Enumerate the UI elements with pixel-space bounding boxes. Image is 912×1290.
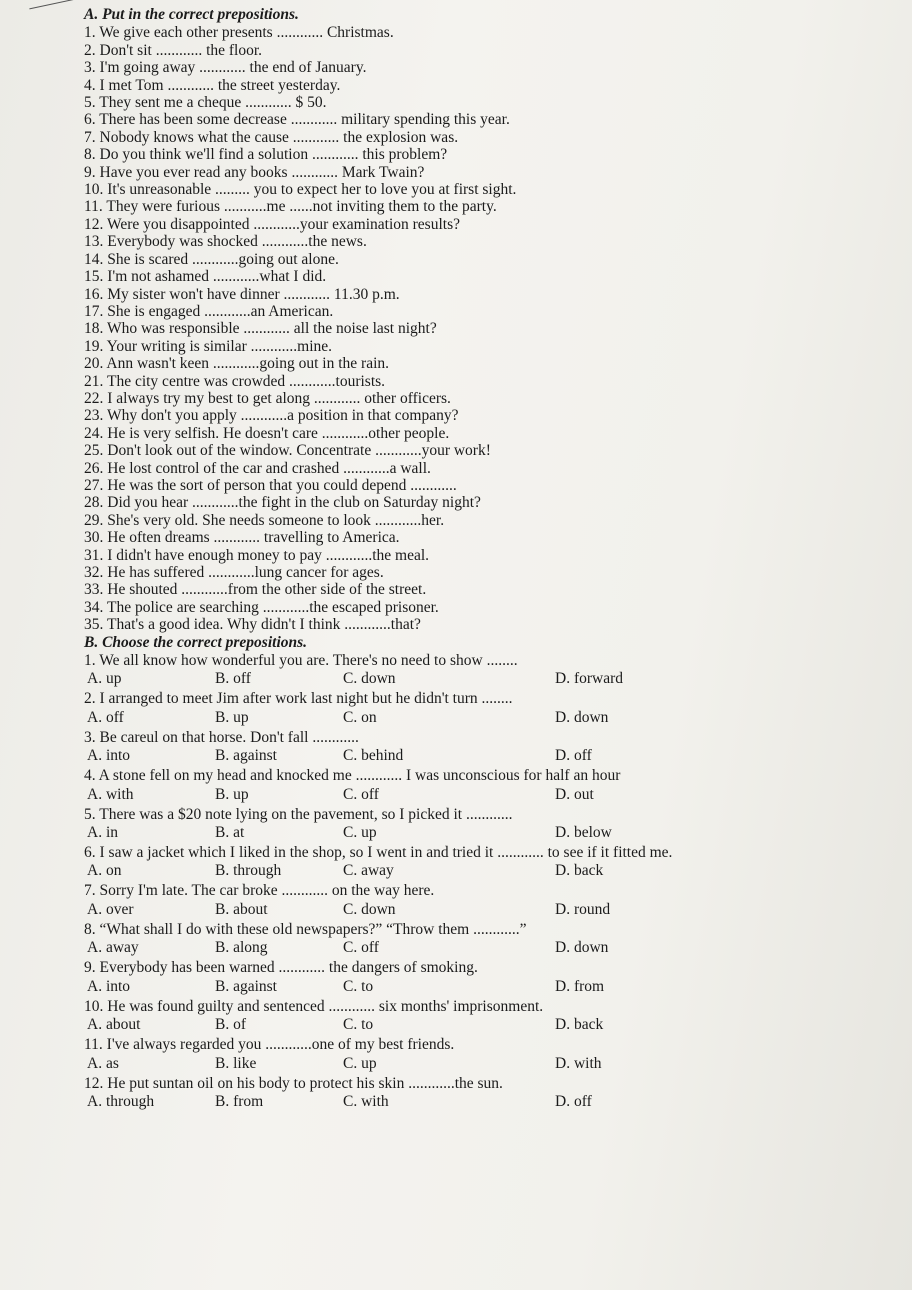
- option-c: C. up: [343, 1054, 377, 1072]
- option-a: A. on: [87, 862, 122, 880]
- option-a: A. through: [87, 1092, 155, 1110]
- mc-question: [84, 806, 904, 843]
- option-d: D. off: [555, 1092, 592, 1110]
- option-d: D. with: [555, 1054, 602, 1072]
- mc-question: [84, 921, 904, 958]
- option-c: C. down: [343, 900, 396, 918]
- exercise-item: 1. We give each other presents ............ Christmas.: [84, 24, 394, 42]
- option-a: A. over: [87, 900, 134, 918]
- answer-options: [87, 669, 904, 689]
- option-c: C. with: [343, 1092, 389, 1110]
- question-text: 1. We all know how wonderful you are. There's no need to show ........: [84, 652, 518, 670]
- exercise-item: 27. He was the sort of person that you could depend ............: [84, 476, 457, 494]
- worksheet-content: [84, 6, 904, 1112]
- option-b: B. up: [215, 708, 249, 726]
- answer-options: [87, 977, 904, 997]
- answer-options: [87, 1054, 904, 1074]
- option-c: C. up: [343, 824, 377, 842]
- mc-question: [84, 1075, 904, 1112]
- option-b: B. along: [215, 939, 268, 957]
- exercise-item: 29. She's very old. She needs someone to look ............her.: [84, 511, 445, 529]
- pen-mark: [29, 0, 90, 21]
- mc-question: [84, 882, 904, 919]
- answer-options: [87, 900, 904, 920]
- option-d: D. down: [555, 939, 609, 957]
- exercise-item: 11. They were furious ...........me ......not inviting them to the party.: [84, 198, 497, 216]
- option-a: A. about: [87, 1016, 141, 1034]
- option-b: B. through: [215, 862, 282, 880]
- section-a-list: [84, 24, 904, 633]
- section-a-heading: A. Put in the correct prepositions.: [84, 6, 299, 23]
- exercise-item: 18. Who was responsible ............ all the noise last night?: [84, 320, 437, 338]
- section-b-list: [84, 652, 904, 1112]
- answer-options: [87, 823, 904, 843]
- exercise-item: 2. Don't sit ............ the floor.: [84, 41, 263, 59]
- option-a: A. as: [87, 1054, 119, 1072]
- option-d: D. round: [555, 900, 611, 918]
- option-d: D. out: [555, 785, 594, 803]
- option-d: D. back: [555, 862, 604, 880]
- exercise-item: 16. My sister won't have dinner ............ 11.30 p.m.: [84, 285, 400, 303]
- option-d: D. back: [555, 1016, 604, 1034]
- exercise-item: 26. He lost control of the car and crashed ............a wall.: [84, 459, 431, 477]
- answer-options: [87, 1092, 904, 1112]
- question-text: 10. He was found guilty and sentenced ............ six months' imprisonment.: [84, 997, 544, 1015]
- exercise-item: 7. Nobody knows what the cause ............ the explosion was.: [84, 128, 459, 146]
- question-text: 6. I saw a jacket which I liked in the shop, so I went in and tried it ............ to see if it fitted me.: [84, 844, 673, 862]
- exercise-item: 23. Why don't you apply ............a position in that company?: [84, 407, 459, 425]
- exercise-item: 34. The police are searching ............the escaped prisoner.: [84, 598, 439, 616]
- option-c: C. to: [343, 1016, 374, 1034]
- option-a: A. up: [87, 670, 122, 688]
- mc-question: [84, 844, 904, 881]
- exercise-item: 25. Don't look out of the window. Concentrate ............your work!: [84, 442, 491, 460]
- question-text: 11. I've always regarded you ............one of my best friends.: [84, 1036, 455, 1054]
- exercise-item: 22. I always try my best to get along ............ other officers.: [84, 389, 451, 407]
- exercise-item: 15. I'm not ashamed ............what I did.: [84, 268, 327, 286]
- question-text: 2. I arranged to meet Jim after work last night but he didn't turn ........: [84, 690, 513, 708]
- option-b: B. against: [215, 747, 277, 765]
- exercise-item: 33. He shouted ............from the other side of the street.: [84, 581, 427, 599]
- option-b: B. of: [215, 1016, 246, 1034]
- exercise-item: 12. Were you disappointed ............your examination results?: [84, 215, 460, 233]
- exercise-item: 6. There has been some decrease ............ military spending this year.: [84, 111, 510, 129]
- answer-options: [87, 708, 904, 728]
- mc-question: [84, 767, 904, 804]
- mc-question: [84, 959, 904, 996]
- exercise-item: 4. I met Tom ............ the street yesterday.: [84, 76, 341, 94]
- exercise-item: 13. Everybody was shocked ............the news.: [84, 233, 367, 251]
- option-b: B. at: [215, 824, 245, 842]
- exercise-item: 9. Have you ever read any books ............ Mark Twain?: [84, 163, 425, 181]
- exercise-item: 14. She is scared ............going out alone.: [84, 250, 339, 268]
- option-b: B. up: [215, 785, 249, 803]
- option-c: C. down: [343, 670, 396, 688]
- option-a: A. away: [87, 939, 139, 957]
- mc-question: [84, 690, 904, 727]
- option-d: D. below: [555, 824, 612, 842]
- option-a: A. with: [87, 785, 134, 803]
- option-c: C. off: [343, 939, 379, 957]
- option-b: B. against: [215, 977, 277, 995]
- mc-question: [84, 729, 904, 766]
- option-a: A. off: [87, 708, 124, 726]
- option-a: A. in: [87, 824, 118, 842]
- option-c: C. on: [343, 708, 377, 726]
- question-text: 5. There was a $20 note lying on the pavement, so I picked it ............: [84, 805, 513, 823]
- option-a: A. into: [87, 977, 131, 995]
- exercise-item: 3. I'm going away ............ the end of January.: [84, 59, 367, 77]
- question-text: 9. Everybody has been warned ............ the dangers of smoking.: [84, 959, 478, 977]
- exercise-item: 24. He is very selfish. He doesn't care ............other people.: [84, 424, 450, 442]
- question-text: 3. Be careul on that horse. Don't fall ............: [84, 728, 359, 746]
- question-text: 4. A stone fell on my head and knocked me ............ I was unconscious for half an hour: [84, 767, 621, 785]
- exercise-item: 35. That's a good idea. Why didn't I think ............that?: [84, 616, 421, 634]
- option-d: D. down: [555, 708, 609, 726]
- section-b-heading: B. Choose the correct prepositions.: [84, 633, 308, 651]
- answer-options: [87, 785, 904, 805]
- option-b: B. like: [215, 1054, 257, 1072]
- exercise-item: 28. Did you hear ............the fight in the club on Saturday night?: [84, 494, 481, 512]
- answer-options: [87, 861, 904, 881]
- exercise-item: 20. Ann wasn't keen ............going out in the rain.: [84, 355, 390, 373]
- exercise-item: 32. He has suffered ............lung cancer for ages.: [84, 564, 384, 581]
- exercise-item: 30. He often dreams ............ travelling to America.: [84, 529, 400, 547]
- option-c: C. away: [343, 862, 394, 880]
- exercise-item: 31. I didn't have enough money to pay ............the meal.: [84, 546, 430, 564]
- exercise-item: 17. She is engaged ............an American.: [84, 302, 334, 320]
- option-b: B. about: [215, 900, 268, 918]
- question-text: 7. Sorry I'm late. The car broke ............ on the way here.: [84, 882, 435, 900]
- option-d: D. from: [555, 977, 605, 995]
- mc-question: [84, 652, 904, 689]
- option-b: B. off: [215, 670, 251, 688]
- option-b: B. from: [215, 1092, 264, 1110]
- exercise-item: 8. Do you think we'll find a solution ............ this problem?: [84, 146, 448, 164]
- question-text: 12. He put suntan oil on his body to protect his skin ............the sun.: [84, 1074, 503, 1092]
- mc-question: [84, 998, 904, 1035]
- mc-question: [84, 1036, 904, 1073]
- option-c: C. off: [343, 785, 379, 803]
- option-d: D. forward: [555, 670, 624, 688]
- exercise-item: 10. It's unreasonable ......... you to expect her to love you at first sight.: [84, 181, 517, 199]
- option-d: D. off: [555, 747, 592, 765]
- question-text: 8. “What shall I do with these old newspapers?” “Throw them ............”: [84, 920, 527, 938]
- exercise-item: 21. The city centre was crowded ............tourists.: [84, 372, 386, 390]
- option-c: C. behind: [343, 747, 404, 765]
- exercise-item: 19. Your writing is similar ............mine.: [84, 337, 333, 355]
- option-a: A. into: [87, 747, 131, 765]
- answer-options: [87, 938, 904, 958]
- exercise-item: 5. They sent me a cheque ............ $ 50.: [84, 94, 327, 112]
- answer-options: [87, 1015, 904, 1035]
- option-c: C. to: [343, 977, 374, 995]
- answer-options: [87, 746, 904, 766]
